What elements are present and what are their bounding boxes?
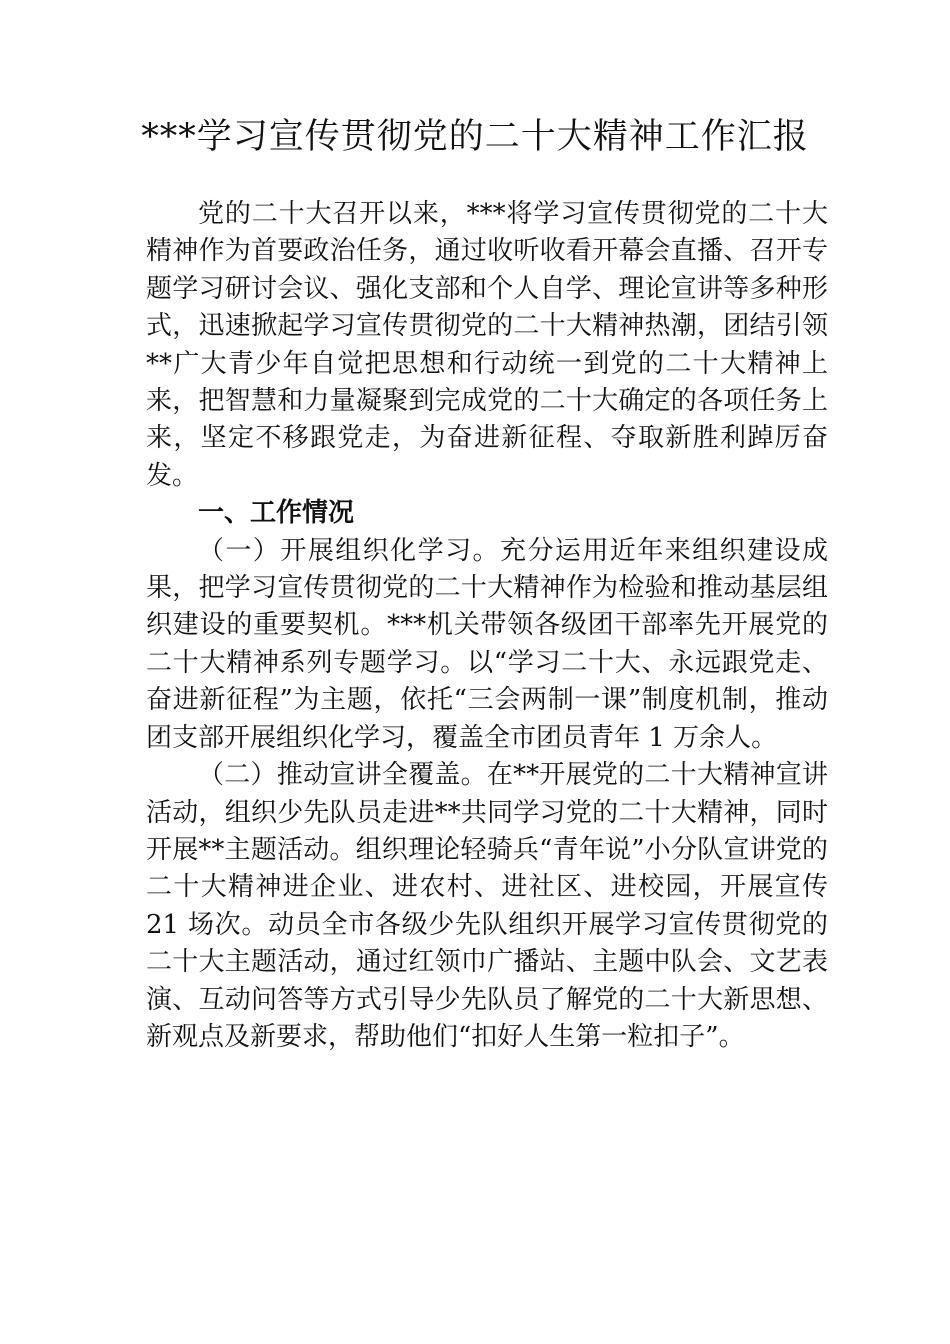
intro-paragraph: 党的二十大召开以来，***将学习宣传贯彻党的二十大精神作为首要政治任务，通过收听收看开幕会直播、召开专题学习研讨会议、强化支部和个人自学、理论宣讲等多种形式，迅速掀起学习宣传贯彻党的二十大精神热潮，团结引领**广大青少年自觉把思想和行动统一到党的二十大精神上来，把智慧和力量凝聚到完成党的二十大确定的各项任务上来，坚定不移跟党走，为奋进新征程、夺取新胜利踔厉奋发。 xyxy=(146,199,828,491)
section-heading-work-status: 一、工作情况 xyxy=(198,498,355,529)
item-lecture-coverage: （二）推动宣讲全覆盖。在**开展党的二十大精神宣讲活动，组织少先队员走进**共同学习党的二十大精神，同时开展**主题活动。组织理论轻骑兵“青年说”小分队宣讲党的二十大精神进企业、进农村、进社区、进校园，开展宣传 21 场次。动员全市各级少先队组织开展学习宣传贯彻党的二十大主题活动，通过红领巾广播站、主题中队会、文艺表演、互动问答等方式引导少先队员了解党的二十大新思想、新观点及新要求，帮助他们“扣好人生第一粒扣子”。 xyxy=(146,760,828,1052)
document-body xyxy=(146,196,828,1056)
item-organized-study: （一）开展组织化学习。充分运用近年来组织建设成果，把学习宣传贯彻党的二十大精神作为检验和推动基层组织建设的重要契机。***机关带领各级团干部率先开展党的二十大精神系列专题学习。以“学习二十大、永远跟党走、奋进新征程”为主题，依托“三会两制一课”制度机制，推动团支部开展组织化学习，覆盖全市团员青年 1 万余人。 xyxy=(146,535,828,753)
document-title: ***学习宣传贯彻党的二十大精神工作汇报 xyxy=(141,117,809,157)
